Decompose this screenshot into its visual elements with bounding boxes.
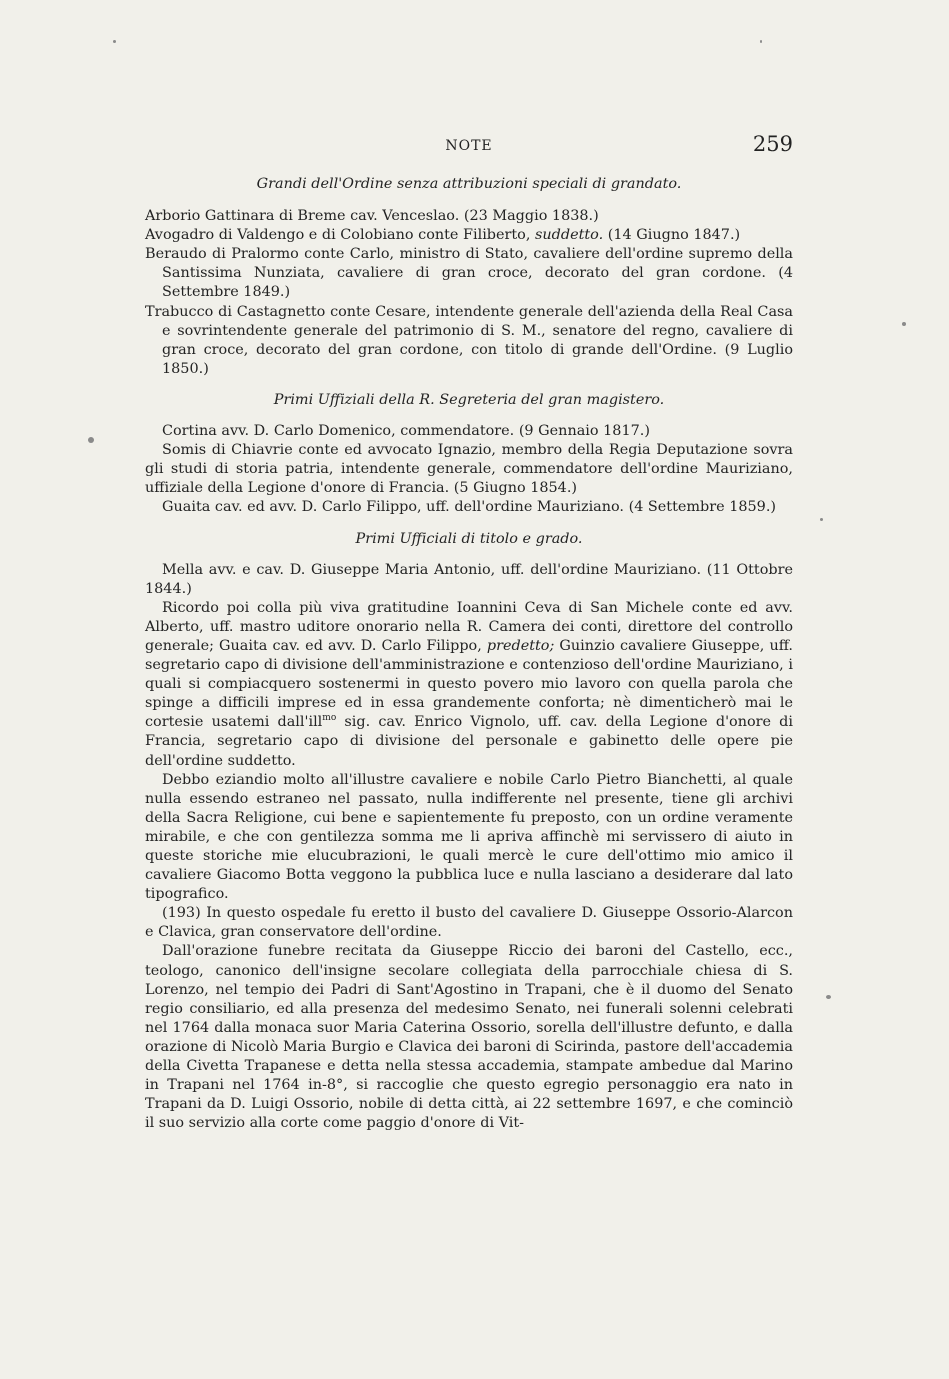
scan-speck: [113, 40, 116, 43]
entry-somis: Somis di Chiavrie conte ed avvocato Ignazio, membro della Regia Deputazione sovra gli studi di storia patria, intendente generale, commendatore dell'ordine Mauriziano, uffiziale della Legione d'onore di Francia. (5 Giugno 1854.): [145, 442, 793, 497]
footnote-193: (193) In questo ospedale fu eretto il busto del cavaliere D. Giuseppe Ossorio-Alarcon e Clavica, gran conservatore dell'ordine.: [145, 905, 793, 941]
entry-avogadro-date: (14 Giugno 1847.): [607, 227, 741, 244]
scan-speck: [826, 995, 831, 999]
scan-speck: [760, 40, 762, 43]
entry-arborio: Arborio Gattinara di Breme cav. Venceslao. (23 Maggio 1838.): [145, 208, 599, 225]
entry-avogadro: [145, 226, 793, 245]
ricordo-part2: Guinzio cavaliere Giuseppe, uff. segretario capo di divisione dell'amministrazione e contenzioso dell'ordine Mauriziano, i quali si compiacquero sostenermi in questo povero mio lavoro con quella parola che spinge a difficili imprese ed in essa grandemente conforta; nè dimenticherò mai le cortesie usatemi dall': [145, 637, 793, 731]
scan-speck: [902, 322, 906, 326]
entry-avogadro-suddetto: suddetto.: [535, 227, 604, 244]
entry-trabucco: Trabucco di Castagnetto conte Cesare, intendente generale dell'azienda della Real Casa e sovrintendente generale del patrimonio di S. M., senatore del regno, cavaliere di gran croce, decorato del gran cordone, con titolo di grande dell'Ordine. (9 Luglio 1850.): [145, 303, 793, 377]
scan-speck: [88, 437, 94, 443]
entry-cortina: Cortina avv. D. Carlo Domenico, commendatore. (9 Gennaio 1817.): [162, 423, 650, 440]
entry-avogadro-text: Avogadro di Valdengo e di Colobiano conte Filiberto,: [145, 227, 531, 244]
entry-beraudo: Beraudo di Pralormo conte Carlo, ministro di Stato, cavaliere dell'ordine supremo della Santissima Nunziata, cavaliere di gran croce, decorato del gran cordone. (4 Settembre 1849.): [145, 246, 793, 301]
section-heading-primi-uffiziali: Primi Uffiziali della R. Segreteria del gran magistero.: [273, 391, 665, 408]
paragraph-orazione: Dall'orazione funebre recitata da Giuseppe Riccio dei baroni del Castello, ecc., teologo, canonico dell'insigne secolare collegiata della parrocchiale chiesa di S. Lorenzo, nel tempio dei Padri di Sant'Agostino in Trapani, che è il duomo del Senato regio consiliario, ed alla presenza del medesimo Senato, nei funerali solenni celebrati nel 1764 dalla monaca suor Maria Caterina Ossorio, sorella dell'illustre defunto, e dalla orazione di Nicolò Maria Burgio e Clavica dei baroni di Scirinda, pastore dell'accademia della Civetta Trapanese e detta nella stessa accademia, stampate ambedue dal Marino in Trapani nel 1764 in-8°, si raccoglie che questo egregio personaggio era nato in Trapani da D. Luigi Ossorio, nobile di detta città, ai 22 settembre 1697, e che cominciò il suo servizio alla corte come paggio d'onore di Vit-: [145, 943, 793, 1132]
running-header: [145, 132, 793, 162]
scan-speck: [820, 518, 823, 521]
page-number: 259: [752, 132, 793, 156]
section-heading-grandi: Grandi dell'Ordine senza attribuzioni speciali di grandato.: [256, 176, 682, 192]
ricordo-part3: sig. cav. Enrico Vignolo, uff. cav. della Legione d'onore di Francia, segretario capo di divisione del personale e gabinetto delle opere pie dell'ordine suddetto.: [145, 714, 793, 769]
header-title: NOTE: [445, 138, 493, 154]
paragraph-ricordo: [145, 599, 793, 771]
section-heading-primi-ufficiali: Primi Ufficiali di titolo e grado.: [355, 530, 583, 547]
entry-guaita: Guaita cav. ed avv. D. Carlo Filippo, uff. dell'ordine Mauriziano. (4 Settembre 1859.): [162, 499, 777, 516]
entry-mella: Mella avv. e cav. D. Giuseppe Maria Antonio, uff. dell'ordine Mauriziano. (11 Ottobre 1844.): [145, 561, 793, 597]
paragraph-debbo: Debbo eziandio molto all'illustre cavaliere e nobile Carlo Pietro Bianchetti, al quale nulla essendo estraneo nel passato, nulla indifferente nel presente, tiene gli archivi della Sacra Religione, cui bene e sapientemente fu preposto, con un ordine veramente mirabile, e che con gentilezza somma me li apriva affinchè mi servissero di aiuto in queste storiche mie elucubrazioni, le quali mercè le cure dell'ottimo mio amico il cavaliere Giacomo Botta veggono la pubblica luce e nulla lasciano a desiderare dal lato tipografico.: [145, 771, 793, 903]
ricordo-predetto: predetto;: [486, 637, 555, 654]
ricordo-illmo: ill: [308, 714, 323, 731]
ricordo-mo-superscript: mo: [322, 713, 337, 724]
ricordo-part1: Ricordo poi colla più viva gratitudine Ioannini Ceva di San Michele conte ed avv. Alberto, uff. mastro uditore onorario nella R. Camera dei conti, direttore del controllo generale; Guaita cav. ed avv. D. Carlo Filippo,: [145, 599, 793, 654]
page-body: [145, 175, 793, 1133]
